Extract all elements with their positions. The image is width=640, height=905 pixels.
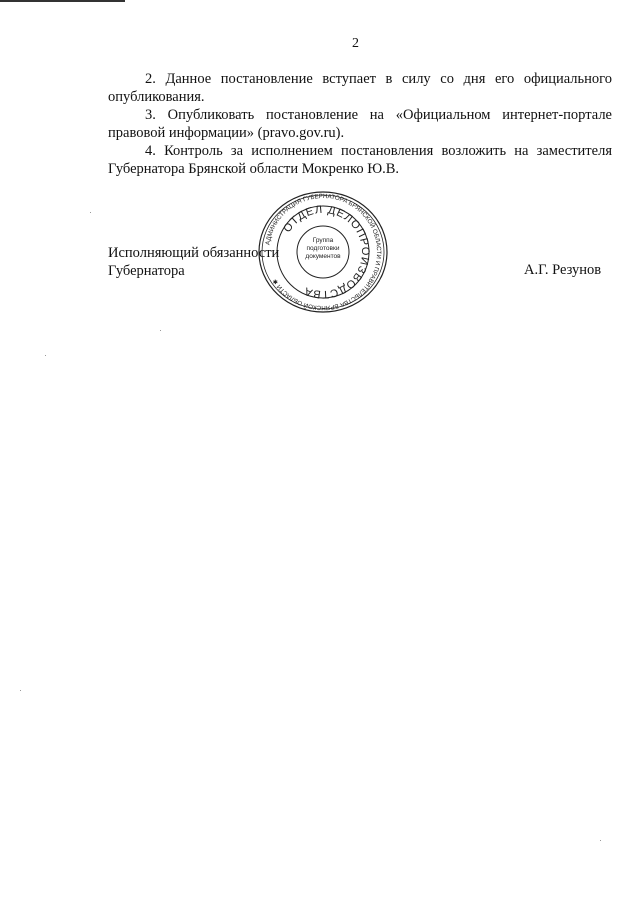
- stamp-center-text: Группа подготовки документов: [305, 237, 341, 260]
- paragraph-4-line2: Губернатора Брянской области Мокренко Ю.В.: [108, 161, 400, 177]
- stamp-outer-text: АДМИНИСТРАЦИЯ ГУБЕРНАТОРА БРЯНСКОЙ ОБЛАСТИ И ПРАВИТЕЛЬСТВА БРЯНСКОЙ ОБЛАСТИ ✱: [264, 192, 383, 312]
- signatory-position: [108, 244, 279, 280]
- scan-speck: [45, 355, 46, 356]
- scan-edge-line: [0, 0, 125, 2]
- stamp-inner-text: ОТДЕЛ ДЕЛОПРОИЗВОДСТВА: [281, 203, 372, 301]
- scan-speck: [90, 212, 91, 213]
- signatory-name: А.Г. Резунов: [524, 262, 602, 278]
- document-body: [108, 70, 612, 178]
- scan-speck: [600, 840, 601, 841]
- paragraph-3-line1: 3. Опубликовать постановление на «Официальном интернет-портале: [145, 107, 612, 123]
- position-line2: Губернатора: [108, 263, 185, 279]
- paragraph-4-line1: 4. Контроль за исполнением постановления возложить на заместителя: [145, 143, 612, 159]
- scan-speck: [160, 330, 161, 331]
- official-stamp: [257, 190, 389, 314]
- paragraph-2-line1: 2. Данное постановление вступает в силу со дня его официального: [145, 71, 612, 87]
- scan-speck: [20, 690, 21, 691]
- paragraph-2-line2: опубликования.: [108, 89, 205, 105]
- page-number: 2: [352, 36, 359, 51]
- paragraph-3-line2: правовой информации» (pravo.gov.ru).: [108, 125, 345, 141]
- position-line1: Исполняющий обязанности: [108, 245, 280, 261]
